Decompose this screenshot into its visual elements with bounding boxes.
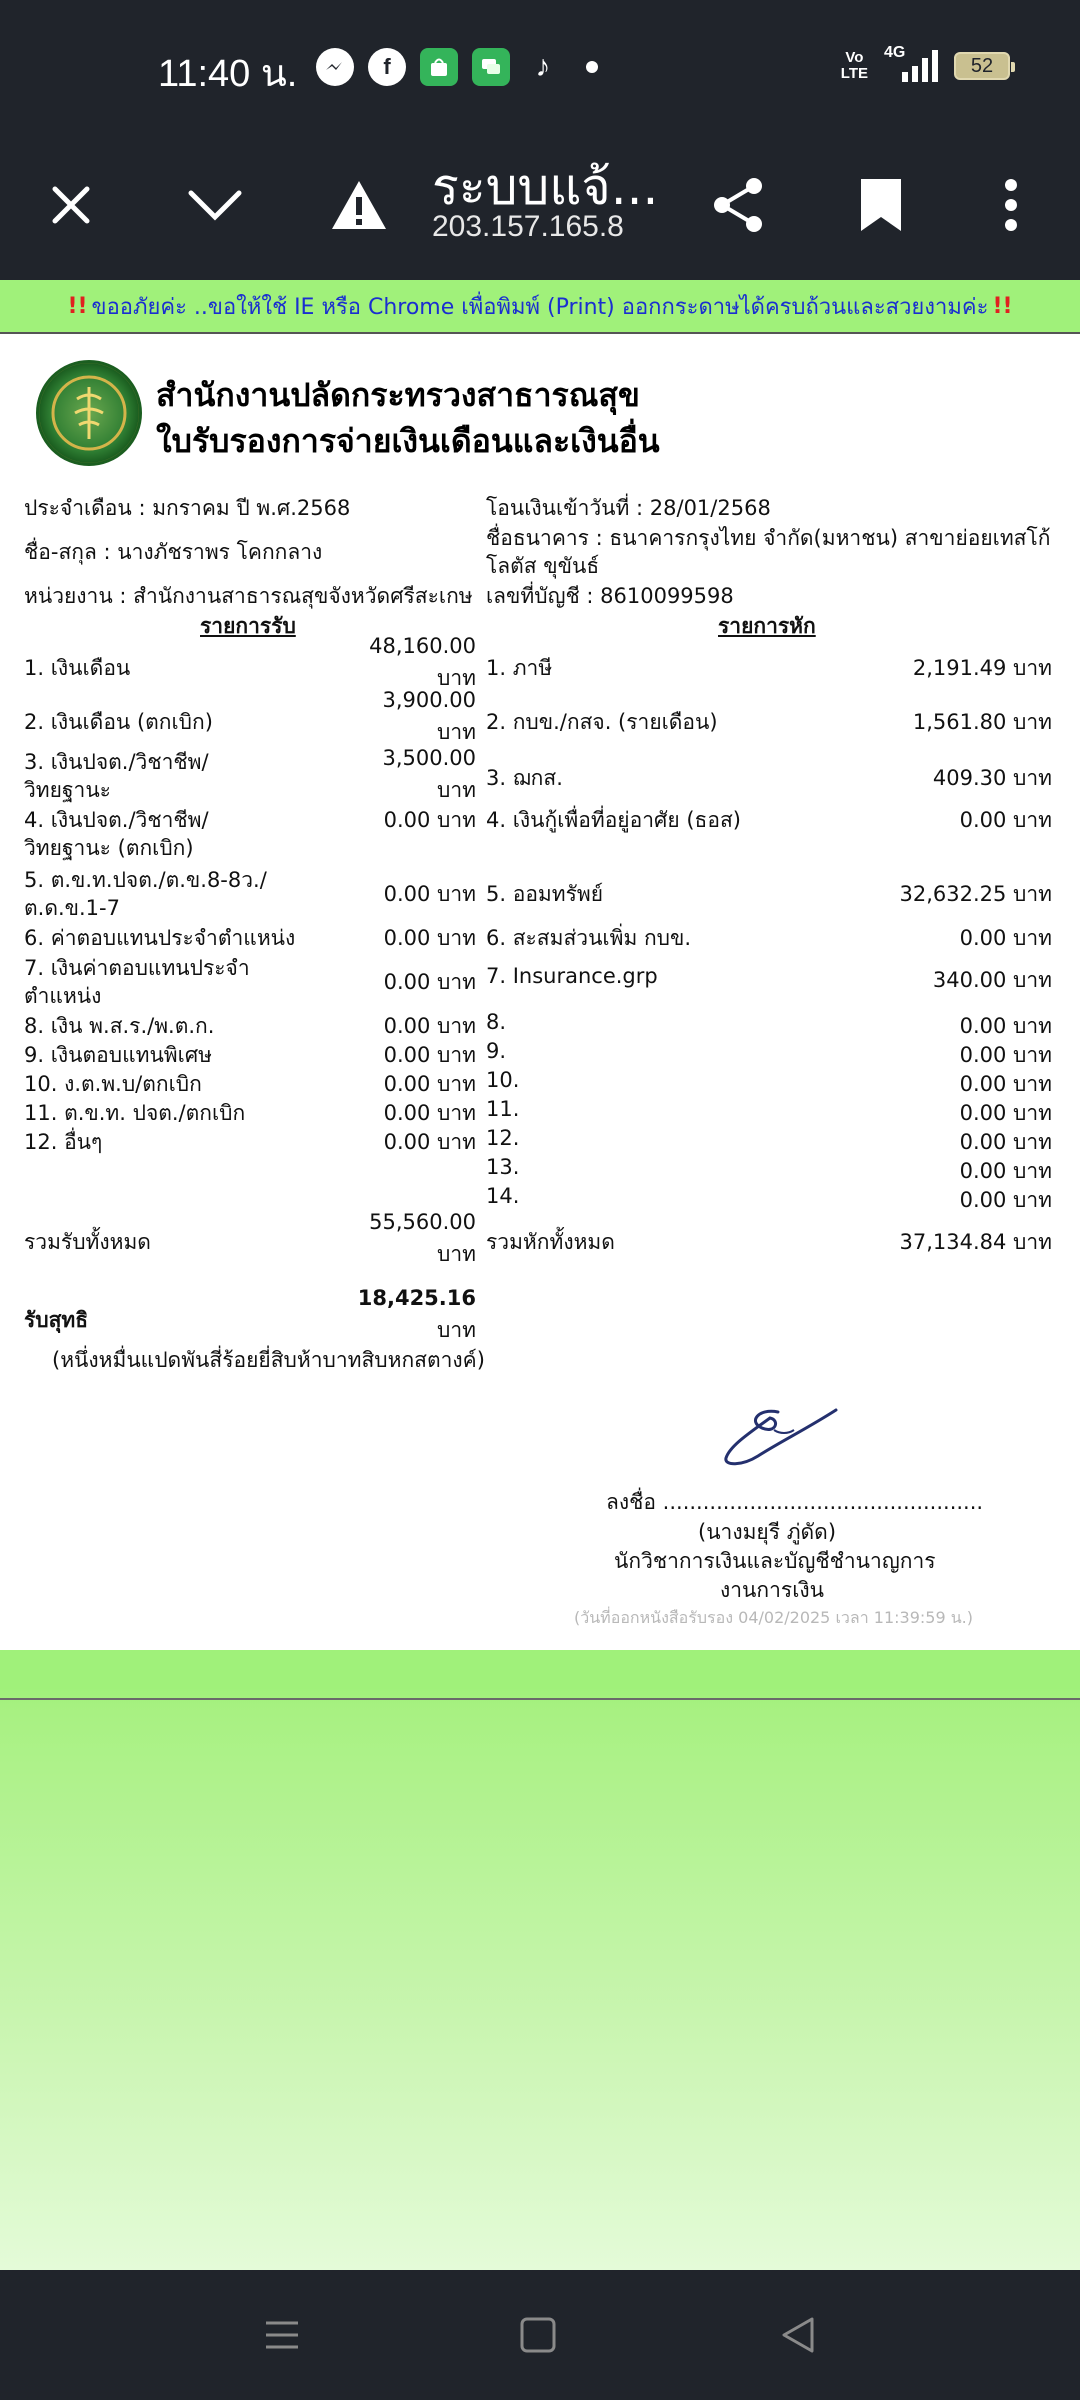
- deduction-value: 1,561.80 บาท: [912, 710, 1052, 734]
- income-header: รายการรับ: [200, 614, 296, 638]
- total-income-unit: บาท: [437, 1242, 476, 1266]
- warning-text: ขออภัยค่ะ ..ขอให้ใช้ IE หรือ Chrome เพื่อพิมพ์ (Print) ออกกระดาษได้ครบถ้วนและสวยงามค่ะ: [91, 294, 989, 320]
- income-value: 48,160.00: [369, 634, 476, 658]
- income-unit: บาท: [437, 720, 476, 744]
- sign-line: ลงชื่อ ................................................: [606, 1490, 984, 1514]
- income-label: 12. อื่นๆ: [24, 1130, 103, 1154]
- transfer-date-field: โอนเงินเข้าวันที่ : 28/01/2568: [486, 496, 771, 520]
- deduction-value: 0.00 บาท: [959, 1188, 1052, 1212]
- income-label: 5. ต.ข.ท.ปจต./ต.ข.8-8ว./: [24, 868, 267, 892]
- messenger-icon: [316, 48, 354, 86]
- home-icon[interactable]: [508, 2310, 568, 2360]
- browser-warning-banner: [0, 280, 1080, 334]
- net-pay-unit: บาท: [437, 1318, 476, 1342]
- page-url[interactable]: 203.157.165.8: [432, 210, 624, 243]
- chevron-down-icon[interactable]: [180, 170, 250, 240]
- income-unit: บาท: [437, 778, 476, 802]
- income-label: 3. เงินปจต./วิชาชีพ/: [24, 750, 209, 774]
- deduction-value: 0.00 บาท: [959, 926, 1052, 950]
- month-field: ประจำเดือน : มกราคม ปี พ.ศ.2568: [24, 496, 351, 520]
- signal-icon: 4G: [884, 50, 938, 82]
- income-label-cont: ตำแหน่ง: [24, 984, 102, 1008]
- warning-mark-right: !!: [992, 293, 1013, 319]
- deduction-label: 7. Insurance.grp: [486, 964, 658, 988]
- deduction-value: 0.00 บาท: [959, 1159, 1052, 1183]
- ministry-logo: [36, 360, 142, 466]
- bookmark-icon[interactable]: [846, 170, 916, 240]
- net-pay-words: (หนึ่งหมื่นแปดพันสี่ร้อยยี่สิบห้าบาทสิบหกสตางค์): [52, 1348, 485, 1372]
- shopee-icon: [420, 48, 458, 86]
- income-label: 8. เงิน พ.ส.ร./พ.ต.ก.: [24, 1014, 215, 1038]
- total-income-label: รวมรับทั้งหมด: [24, 1230, 151, 1254]
- deduction-value: 0.00 บาท: [959, 808, 1052, 832]
- browser-toolbar: [0, 130, 1080, 280]
- income-value: 0.00 บาท: [383, 882, 476, 906]
- status-system-icons: [840, 44, 1010, 82]
- income-label: 6. ค่าตอบแทนประจำตำแหน่ง: [24, 926, 296, 950]
- income-label-cont: วิทยฐานะ (ตกเบิก): [24, 836, 194, 860]
- system-nav-bar: [0, 2270, 1080, 2400]
- income-unit: บาท: [437, 666, 476, 690]
- signature-image: [718, 1394, 848, 1474]
- total-income-value: 55,560.00: [369, 1210, 476, 1234]
- net-pay-value: 18,425.16: [357, 1286, 476, 1310]
- deduction-label: 2. กบข./กสจ. (รายเดือน): [486, 710, 718, 734]
- deduction-value: 0.00 บาท: [959, 1101, 1052, 1125]
- status-time: 11:40 น.: [158, 53, 298, 95]
- signer-department: งานการเงิน: [720, 1578, 824, 1602]
- bank-field-cont: โลตัส ขุขันธ์: [486, 554, 600, 578]
- deduction-label: 4. เงินกู้เพื่อที่อยู่อาศัย (ธอส): [486, 808, 741, 832]
- issue-timestamp: (วันที่ออกหนังสือรับรอง 04/02/2025 เวลา 11:39:59 น.): [574, 1608, 973, 1627]
- income-label-cont: วิทยฐานะ: [24, 778, 111, 802]
- income-label: 1. เงินเดือน: [24, 656, 131, 680]
- status-bar: [0, 0, 1080, 130]
- deduction-value: 32,632.25 บาท: [899, 882, 1052, 906]
- income-value: 3,900.00: [382, 688, 476, 712]
- more-notifications-dot: [586, 61, 598, 73]
- deduction-value: 409.30 บาท: [932, 766, 1052, 790]
- bank-field: ชื่อธนาคาร : ธนาคารกรุงไทย จำกัด(มหาชน) สาขาย่อยเทสโก้: [486, 526, 1051, 550]
- income-value: 0.00 บาท: [383, 1014, 476, 1038]
- total-deduction-label: รวมหักทั้งหมด: [486, 1230, 615, 1254]
- income-label: 7. เงินค่าตอบแทนประจำ: [24, 956, 250, 980]
- account-field: เลขที่บัญชี : 8610099598: [486, 584, 734, 608]
- salary-certificate: [0, 334, 1080, 1650]
- income-value: 0.00 บาท: [383, 926, 476, 950]
- income-value: 0.00 บาท: [383, 1043, 476, 1067]
- deduction-label: 3. ฌกส.: [486, 766, 563, 790]
- close-icon[interactable]: [36, 170, 106, 240]
- org-name: สำนักงานปลัดกระทรวงสาธารณสุข: [156, 376, 640, 414]
- battery-icon: 52: [954, 52, 1010, 80]
- income-label: 9. เงินตอบแทนพิเศษ: [24, 1043, 213, 1067]
- warning-icon[interactable]: [324, 170, 394, 240]
- tiktok-icon: ♪: [535, 50, 551, 83]
- deduction-value: 0.00 บาท: [959, 1043, 1052, 1067]
- page-title: ระบบแจ้...: [432, 158, 659, 216]
- warning-mark-left: !!: [67, 293, 88, 319]
- deduction-value: 0.00 บาท: [959, 1072, 1052, 1096]
- share-icon[interactable]: [704, 170, 774, 240]
- recent-apps-icon[interactable]: [252, 2310, 312, 2360]
- chat-icon: [472, 48, 510, 86]
- income-value: 0.00 บาท: [383, 970, 476, 994]
- more-menu-icon[interactable]: [976, 170, 1046, 240]
- document-title: ใบรับรองการจ่ายเงินเดือนและเงินอื่น: [156, 422, 660, 460]
- signer-name: (นางมยุรี ภู่ดัด): [698, 1520, 837, 1544]
- deduction-value: 0.00 บาท: [959, 1130, 1052, 1154]
- income-value: 0.00 บาท: [383, 1130, 476, 1154]
- deduction-value: 2,191.49 บาท: [912, 656, 1052, 680]
- page-background: [0, 1650, 1080, 2270]
- volte-icon: Vo LTE: [840, 49, 868, 82]
- unit-field: หน่วยงาน : สำนักงานสาธารณสุขจังหวัดศรีสะเกษ: [24, 584, 473, 608]
- deduction-label: 12.: [486, 1126, 520, 1150]
- deduction-label: 5. ออมทรัพย์: [486, 882, 604, 906]
- deduction-label: 13.: [486, 1155, 520, 1179]
- income-label: 11. ต.ข.ท. ปจต./ตกเบิก: [24, 1101, 246, 1125]
- deduction-header: รายการหัก: [718, 614, 816, 638]
- deduction-label: 1. ภาษี: [486, 656, 553, 680]
- total-deduction-value: 37,134.84 บาท: [899, 1230, 1052, 1254]
- facebook-icon: f: [368, 48, 406, 86]
- status-notification-icons: [316, 48, 598, 86]
- income-label: 4. เงินปจต./วิชาชีพ/: [24, 808, 209, 832]
- net-pay-label: รับสุทธิ: [24, 1308, 89, 1332]
- deduction-label: 14.: [486, 1184, 520, 1208]
- deduction-label: 9.: [486, 1039, 507, 1063]
- name-field: ชื่อ-สกุล : นางภัชราพร โคกกลาง: [24, 540, 323, 564]
- deduction-value: 0.00 บาท: [959, 1014, 1052, 1038]
- signer-position: นักวิชาการเงินและบัญชีชำนาญการ: [614, 1549, 936, 1573]
- back-icon[interactable]: [768, 2310, 828, 2360]
- deduction-label: 6. สะสมส่วนเพิ่ม กบข.: [486, 926, 692, 950]
- deduction-label: 8.: [486, 1010, 507, 1034]
- income-value: 0.00 บาท: [383, 1101, 476, 1125]
- income-value: 0.00 บาท: [383, 808, 476, 832]
- divider: [0, 1698, 1080, 1700]
- income-value: 3,500.00: [382, 746, 476, 770]
- income-label: 2. เงินเดือน (ตกเบิก): [24, 710, 213, 734]
- income-value: 0.00 บาท: [383, 1072, 476, 1096]
- income-label: 10. ง.ต.พ.บ/ตกเบิก: [24, 1072, 202, 1096]
- income-label-cont: ต.ด.ข.1-7: [24, 896, 120, 920]
- deduction-value: 340.00 บาท: [932, 968, 1052, 992]
- deduction-label: 10.: [486, 1068, 520, 1092]
- deduction-label: 11.: [486, 1097, 520, 1121]
